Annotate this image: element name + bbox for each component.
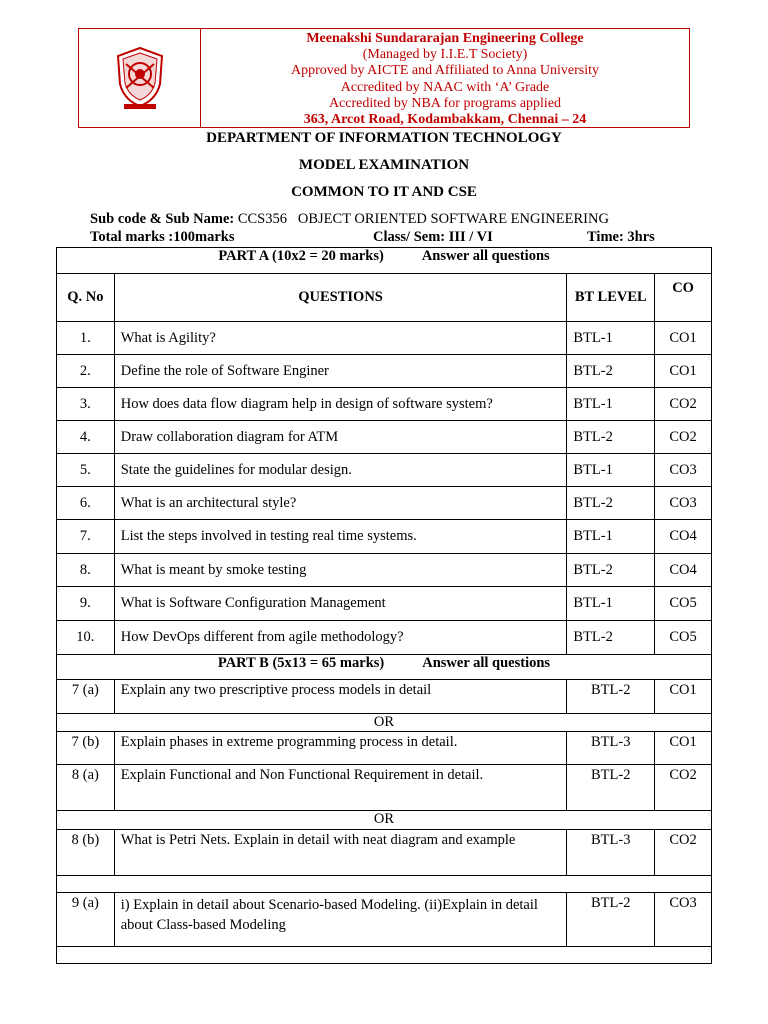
part-b-title: PART B (5x13 = 65 marks) (217, 655, 385, 671)
question-number: 7. (57, 520, 115, 554)
course-outcome: CO4 (655, 554, 712, 587)
bt-level: BTL-2 (567, 487, 655, 520)
total-marks: Total marks :100marks (90, 229, 235, 245)
bt-level: BTL-1 (567, 520, 655, 554)
question-text: Explain any two prescriptive process models in detail (114, 680, 567, 714)
bt-level: BTL-2 (567, 554, 655, 587)
table-row (57, 388, 712, 421)
part-a-instruction: Answer all questions (421, 248, 550, 264)
course-outcome: CO4 (655, 520, 712, 554)
question-text: List the steps involved in testing real time systems. (114, 520, 567, 554)
question-text: Explain Functional and Non Functional Requirement in detail. (114, 765, 567, 811)
course-outcome: CO3 (655, 487, 712, 520)
question-number: 9 (a) (57, 893, 115, 947)
question-text: Define the role of Software Enginer (114, 355, 567, 388)
subject-value: CCS356 OBJECT ORIENTED SOFTWARE ENGINEERING (237, 211, 609, 227)
table-row (57, 421, 712, 454)
question-number: 8 (b) (57, 830, 115, 876)
bt-level: BTL-1 (567, 587, 655, 621)
course-outcome: CO1 (655, 680, 712, 714)
question-text: Explain phases in extreme programming process in detail. (114, 732, 567, 765)
bt-level: BTL-2 (567, 421, 655, 454)
exam-time: Time: 3hrs (587, 229, 655, 245)
bt-level: BTL-1 (567, 454, 655, 487)
or-separator: OR (57, 714, 712, 732)
question-number: 8. (57, 554, 115, 587)
bt-level: BTL-2 (567, 621, 655, 655)
table-row (57, 732, 712, 765)
bt-level: BTL-3 (567, 830, 655, 876)
spacer-row (57, 876, 712, 893)
subject-line (90, 211, 609, 228)
bt-level: BTL-2 (567, 355, 655, 388)
table-row (57, 830, 712, 876)
class-sem: Class/ Sem: III / VI (373, 229, 493, 245)
course-outcome: CO5 (655, 587, 712, 621)
table-header-row (57, 274, 712, 322)
bt-level: BTL-1 (567, 388, 655, 421)
question-number: 7 (b) (57, 732, 115, 765)
course-outcome: CO2 (655, 765, 712, 811)
naac-line: Accredited by NAAC with ‘A’ Grade (340, 79, 550, 95)
question-number: 3. (57, 388, 115, 421)
bt-level: BTL-2 (567, 680, 655, 714)
bt-level: BTL-2 (567, 765, 655, 811)
question-text: How DevOps different from agile methodology? (114, 621, 567, 655)
question-table (56, 247, 712, 964)
part-a-title-row (57, 248, 712, 274)
spacer-row (57, 947, 712, 964)
table-row (57, 587, 712, 621)
table-row (57, 765, 712, 811)
course-outcome: CO2 (655, 830, 712, 876)
table-row (57, 322, 712, 355)
nba-line: Accredited by NBA for programs applied (328, 95, 562, 111)
bt-level: BTL-1 (567, 322, 655, 355)
question-number: 7 (a) (57, 680, 115, 714)
question-number: 6. (57, 487, 115, 520)
spacer-cell (57, 876, 712, 893)
question-text: State the guidelines for modular design. (114, 454, 567, 487)
college-name: Meenakshi Sundararajan Engineering College (306, 31, 584, 46)
table-row (57, 454, 712, 487)
course-outcome: CO1 (655, 732, 712, 765)
questions-header: QUESTIONS (114, 274, 567, 322)
spacer-cell (57, 947, 712, 964)
bt-level: BTL-2 (567, 893, 655, 947)
department-title: DEPARTMENT OF INFORMATION TECHNOLOGY (206, 130, 562, 146)
table-row (57, 680, 712, 714)
question-number: 8 (a) (57, 765, 115, 811)
table-row (57, 487, 712, 520)
table-row (57, 893, 712, 947)
part-b-instruction: Answer all questions (422, 655, 551, 671)
question-number: 4. (57, 421, 115, 454)
question-number: 1. (57, 322, 115, 355)
college-address: 363, Arcot Road, Kodambakkam, Chennai – 24 (303, 112, 587, 128)
course-outcome: CO3 (655, 893, 712, 947)
part-b-title-row (57, 655, 712, 680)
college-header (78, 28, 690, 128)
question-text: What is Software Configuration Management (114, 587, 567, 621)
college-info (201, 31, 689, 128)
course-outcome: CO3 (655, 454, 712, 487)
managed-by: (Managed by I.I.E.T Society) (362, 47, 528, 63)
table-row (57, 554, 712, 587)
bt-level-header: BT LEVEL (567, 274, 655, 322)
course-outcome: CO1 (655, 322, 712, 355)
logo-cell (79, 29, 201, 127)
college-crest-logo (110, 44, 170, 112)
question-text: What is meant by smoke testing (114, 554, 567, 587)
common-to: COMMON TO IT AND CSE (291, 184, 477, 200)
course-outcome: CO2 (655, 421, 712, 454)
table-row (57, 520, 712, 554)
qno-header: Q. No (57, 274, 115, 322)
or-row (57, 714, 712, 732)
table-row (57, 621, 712, 655)
or-row (57, 811, 712, 830)
course-outcome: CO1 (655, 355, 712, 388)
co-header: CO (655, 274, 712, 322)
question-text: i) Explain in detail about Scenario-based Modeling. (ii)Explain in detail about Class-based Modeling (114, 893, 567, 947)
part-a-title: PART A (10x2 = 20 marks) (218, 248, 384, 264)
question-number: 5. (57, 454, 115, 487)
approval-line: Approved by AICTE and Affiliated to Anna University (290, 63, 600, 79)
bt-level: BTL-3 (567, 732, 655, 765)
question-text: What is Agility? (114, 322, 567, 355)
table-row (57, 355, 712, 388)
question-text: What is Petri Nets. Explain in detail with neat diagram and example (114, 830, 567, 876)
question-number: 2. (57, 355, 115, 388)
exam-title: MODEL EXAMINATION (298, 157, 470, 173)
question-text: Draw collaboration diagram for ATM (114, 421, 567, 454)
subject-label: Sub code & Sub Name: (90, 211, 235, 227)
course-outcome: CO5 (655, 621, 712, 655)
question-text: How does data flow diagram help in design of software system? (114, 388, 567, 421)
or-separator: OR (57, 811, 712, 830)
question-number: 10. (57, 621, 115, 655)
question-number: 9. (57, 587, 115, 621)
course-outcome: CO2 (655, 388, 712, 421)
question-text: What is an architectural style? (114, 487, 567, 520)
